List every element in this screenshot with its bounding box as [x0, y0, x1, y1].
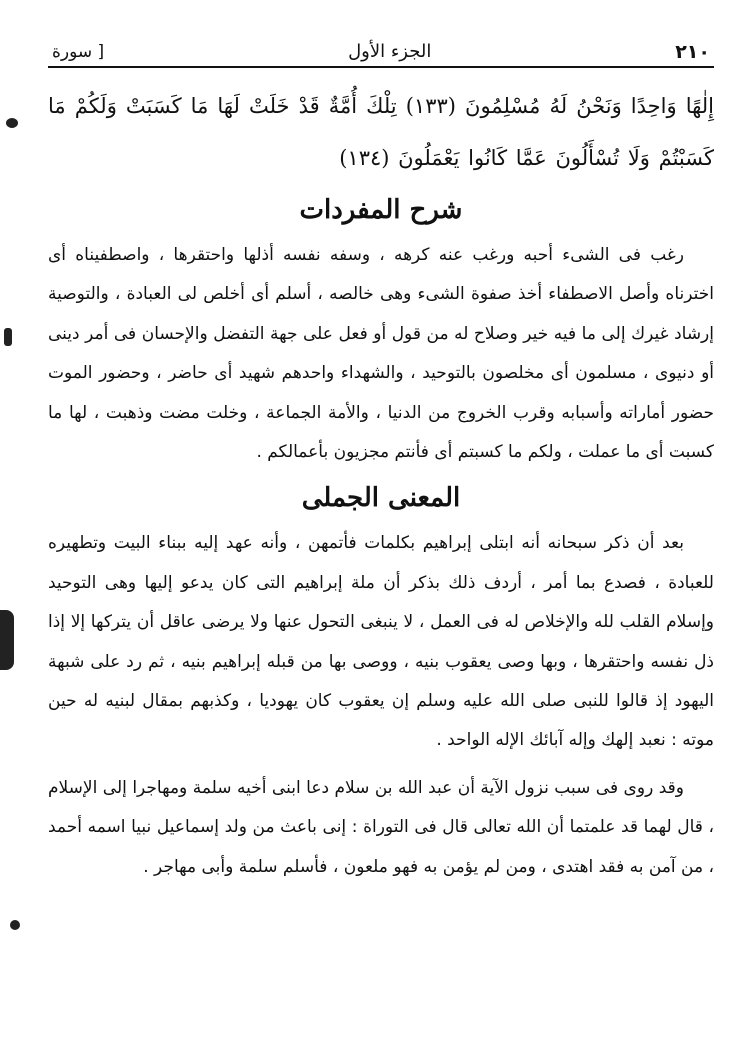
part-title: الجزء الأول: [348, 41, 432, 62]
quran-verse: إِلٰهًا وَاحِدًا وَنَحْنُ لَهُ مُسْلِمُونَ (١٣٣) تِلْكَ أُمَّةٌ قَدْ خَلَتْ لَهَا مَا كَسَبَتْ وَلَكُمْ مَا كَسَبْتُمْ وَلَا تُسْأَلُونَ عَمَّا كَانُوا يَعْمَلُونَ (١٣٤): [48, 94, 714, 170]
vocab-paragraph: رغب فى الشىء أحبه ورغب عنه كرهه ، وسفه نفسه أذلها واحتقرها ، واصطفيناه أى اخترناه وأصل الاصطفاء أخذ صفوة الشىء وهى خالصه ، أسلم أى أخلص لى العبادة ، والتوصية إرشاد غيرك إلى ما فيه خير وصلاح له من قول أو فعل على جهة التفضل والإحسان فى أمر دينى أو دنيوى ، مسلمون أى مخلصون بالتوحيد ، والشهداء واحدهم شهيد أى حاضر ، وحضور الموت حضور أماراته وأسبابه وقرب الخروج من الدنيا ، والأمة الجماعة ، وخلت مضت وذهبت ، لها ما كسبت أى ما عملت ، ولكم ما كسبتم أى فأنتم مجزيون بأعمالكم .: [48, 245, 714, 463]
book-page: [48, 30, 714, 1030]
sura-label: [ سورة: [52, 42, 105, 62]
scan-speck-1: [6, 118, 18, 128]
meaning-paragraph-2: وقد روى فى سبب نزول الآية أن عبد الله بن سلام دعا ابنى أخيه سلمة ومهاجرا إلى الإسلام ، قال لهما قد علمتما أن الله تعالى قال فى التوراة : إنى باعث من ولد إسماعيل نبيا اسمه أحمد ، من آمن به فقد اهتدى ، ومن لم يؤمن به فهو ملعون ، فأسلم سلمة وأبى مهاجر .: [48, 777, 714, 877]
meaning-section-title: المعنى الجملى: [301, 483, 461, 514]
page-number: ٢١٠: [675, 41, 710, 63]
vocab-section-title: شرح المفردات: [299, 195, 463, 225]
running-head: [48, 30, 714, 68]
scan-speck-3: [0, 610, 14, 670]
scan-speck-4: [10, 920, 20, 930]
meaning-paragraph-1: بعد أن ذكر سبحانه أنه ابتلى إبراهيم بكلمات فأتمهن ، وأنه عهد إليه ببناء البيت وتطهيره للعبادة ، فصدع بما أمر ، أردف ذلك بذكر أن ملة إبراهيم التى كان يدعو إليها وهى التوحيد وإسلام القلب لله والإخلاص له فى العمل ، لا ينبغى التحول عنها ولا يرضى عاقل أن يتركها إلا إذا ذل نفسه واحتقرها ، وبها وصى يعقوب بنيه ، ووصى بها من قبله إبراهيم بنيه ، ثم رد على شبهة اليهود إذ قالوا للنبى صلى الله عليه وسلم إن يعقوب كان يهوديا ، وكذبهم بمقال لبنيه له حين موته : نعبد إلهك وإله آبائك الإله الواحد .: [48, 533, 714, 751]
vocab-section-body: [48, 236, 714, 472]
meaning-section-body: [48, 524, 714, 887]
scan-speck-2: [4, 328, 12, 346]
